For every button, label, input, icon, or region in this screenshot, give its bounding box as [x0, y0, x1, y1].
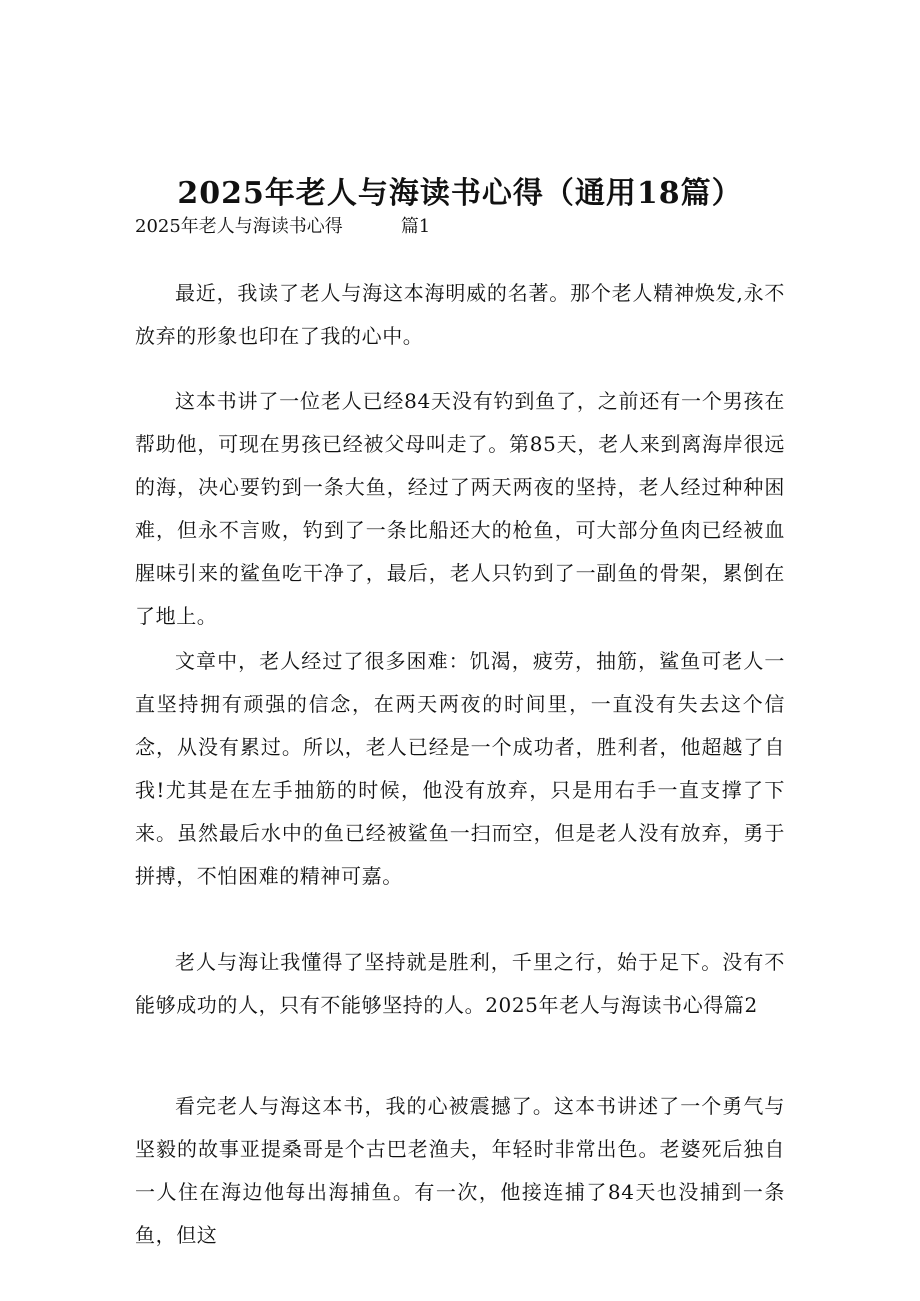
body-paragraph: 最近，我读了老人与海这本海明威的名著。那个老人精神焕发,永不放弃的形象也印在了我的心中。 [135, 281, 785, 348]
body-paragraph: 老人与海让我懂得了坚持就是胜利，千里之行，始于足下。没有不能够成功的人，只有不能够坚持的人。2025年老人与海读书心得篇2 [135, 950, 785, 1017]
section-heading [135, 213, 430, 241]
body-paragraph: 这本书讲了一位老人已经84天没有钓到鱼了，之前还有一个男孩在帮助他，可现在男孩已经被父母叫走了。第85天，老人来到离海岸很远的海，决心要钓到一条大鱼，经过了两天两夜的坚持，老人经过种种困难，但永不言败，钓到了一条比船还大的枪鱼，可大部分鱼肉已经被血腥味引来的鲨鱼吃干净了，最后，老人只钓到了一副鱼的骨架，累倒在了地上。 [135, 389, 785, 628]
section-heading-number: 篇1 [400, 216, 431, 237]
body-paragraph: 文章中，老人经过了很多困难：饥渴，疲劳，抽筋，鲨鱼可老人一直坚持拥有顽强的信念，在两天两夜的时间里，一直没有失去这个信念，从没有累过。所以，老人已经是一个成功者，胜利者，他超越了自我!尤其是在左手抽筋的时候，他没有放弃，只是用右手一直支撑了下来。虽然最后水中的鱼已经被鲨鱼一扫而空，但是老人没有放弃，勇于拼搏，不怕困难的精神可嘉。 [135, 649, 785, 888]
section-heading-title: 2025年老人与海读书心得 [135, 216, 343, 237]
body-paragraph: 看完老人与海这本书，我的心被震撼了。这本书讲述了一个勇气与坚毅的故事亚提桑哥是个古巴老渔夫，年轻时非常出色。老婆死后独自一人住在海边他每出海捕鱼。有一次，他接连捕了84天也没捕到一条鱼，但这 [135, 1094, 785, 1247]
document-title: 2025年老人与海读书心得（通用18篇） [177, 176, 743, 212]
